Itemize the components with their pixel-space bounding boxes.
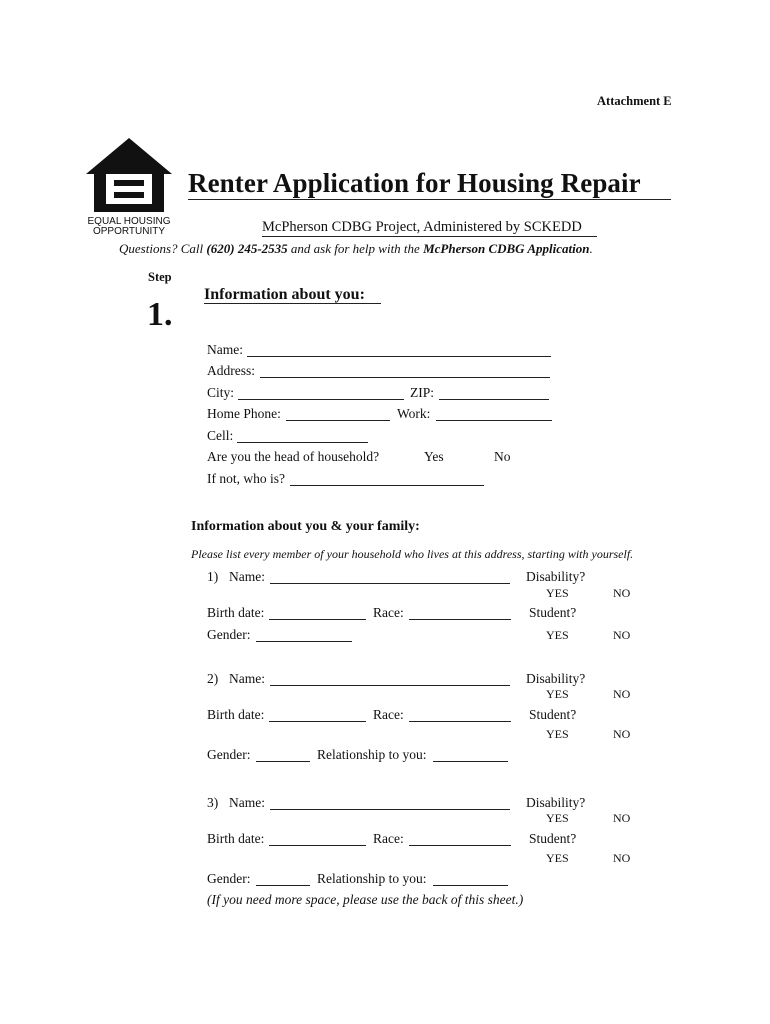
member-2-disability-yes[interactable]: YES bbox=[546, 687, 569, 701]
member-2-name-field[interactable] bbox=[270, 685, 510, 686]
member-3-number: 3) bbox=[207, 795, 219, 810]
member-3-birth-field[interactable] bbox=[269, 845, 366, 846]
member-2-number: 2) bbox=[207, 671, 219, 686]
member-1-name-field[interactable] bbox=[270, 583, 510, 584]
member-3-name-field[interactable] bbox=[270, 809, 510, 810]
head-no-option[interactable]: No bbox=[494, 449, 511, 464]
page-title: Renter Application for Housing Repair bbox=[188, 168, 641, 198]
member-3-disability-yes[interactable]: YES bbox=[546, 811, 569, 825]
member-3-race-label: Race: bbox=[373, 831, 404, 846]
head-of-household-field[interactable] bbox=[290, 485, 484, 486]
step-label: Step bbox=[148, 270, 172, 284]
member-2-relationship-field[interactable] bbox=[433, 761, 508, 762]
member-2-birth-field[interactable] bbox=[269, 721, 366, 722]
house-icon bbox=[84, 136, 174, 236]
questions-middle: and ask for help with the bbox=[287, 241, 424, 256]
member-2-race-label: Race: bbox=[373, 707, 404, 722]
member-2-race-field[interactable] bbox=[409, 721, 511, 722]
member-1-birth-field[interactable] bbox=[269, 619, 366, 620]
head-yes-option[interactable]: Yes bbox=[424, 449, 444, 464]
member-3-student-label: Student? bbox=[529, 831, 577, 846]
family-instructions: Please list every member of your household who lives at this address, starting with yourself. bbox=[191, 547, 634, 561]
member-2-gender-field[interactable] bbox=[256, 761, 310, 762]
logo-text-2: OPPORTUNITY bbox=[92, 226, 166, 236]
member-3-relationship-field[interactable] bbox=[433, 885, 508, 886]
title-underline bbox=[188, 199, 671, 200]
page-subtitle: McPherson CDBG Project, Administered by SCKEDD bbox=[262, 219, 582, 235]
address-field[interactable] bbox=[260, 377, 550, 378]
member-2-gender-label: Gender: bbox=[207, 747, 251, 762]
member-3-name-label: Name: bbox=[229, 795, 265, 810]
name-label: Name: bbox=[207, 342, 243, 357]
member-1-birth-label: Birth date: bbox=[207, 605, 265, 620]
logo-text-1: EQUAL HOUSING bbox=[87, 216, 171, 227]
zip-label: ZIP: bbox=[410, 385, 435, 400]
member-2-relationship-label: Relationship to you: bbox=[317, 747, 427, 762]
city-field[interactable] bbox=[238, 399, 404, 400]
zip-field[interactable] bbox=[439, 399, 549, 400]
member-1-name-label: Name: bbox=[229, 569, 265, 584]
member-2-disability-no[interactable]: NO bbox=[613, 687, 631, 701]
member-3-student-yes[interactable]: YES bbox=[546, 851, 569, 865]
step-number: 1. bbox=[147, 296, 173, 333]
member-1-disability-label: Disability? bbox=[526, 569, 586, 584]
section-heading-family: Information about you & your family: bbox=[191, 519, 420, 534]
member-1-student-label: Student? bbox=[529, 605, 577, 620]
member-3-student-no[interactable]: NO bbox=[613, 851, 631, 865]
if-not-label: If not, who is? bbox=[207, 471, 285, 486]
work-phone-field[interactable] bbox=[436, 420, 552, 421]
member-3-disability-no[interactable]: NO bbox=[613, 811, 631, 825]
address-label: Address: bbox=[207, 363, 255, 378]
member-3-gender-label: Gender: bbox=[207, 871, 251, 886]
member-1-race-field[interactable] bbox=[409, 619, 511, 620]
subtitle-underline bbox=[262, 236, 597, 237]
questions-app: McPherson CDBG Application bbox=[423, 241, 590, 256]
questions-suffix: . bbox=[589, 241, 593, 256]
member-3-relationship-label: Relationship to you: bbox=[317, 871, 427, 886]
member-2-disability-label: Disability? bbox=[526, 671, 586, 686]
member-2-birth-label: Birth date: bbox=[207, 707, 265, 722]
member-1-gender-field[interactable] bbox=[256, 641, 352, 642]
member-2-student-no[interactable]: NO bbox=[613, 727, 631, 741]
home-phone-field[interactable] bbox=[286, 420, 390, 421]
city-label: City: bbox=[207, 385, 235, 400]
member-3-disability-label: Disability? bbox=[526, 795, 586, 810]
section-heading-about-you: Information about you: bbox=[204, 286, 365, 303]
questions-prefix: Questions? Call bbox=[119, 241, 207, 256]
section-heading-underline bbox=[204, 303, 381, 304]
cell-label: Cell: bbox=[207, 428, 234, 443]
head-of-household-question: Are you the head of household? bbox=[207, 449, 380, 464]
member-1-gender-label: Gender: bbox=[207, 627, 251, 642]
name-field[interactable] bbox=[247, 356, 551, 357]
more-space-note: (If you need more space, please use the back of this sheet.) bbox=[207, 892, 524, 907]
member-1-disability-no[interactable]: NO bbox=[613, 586, 631, 600]
member-3-race-field[interactable] bbox=[409, 845, 511, 846]
member-1-disability-yes[interactable]: YES bbox=[546, 586, 569, 600]
member-2-student-yes[interactable]: YES bbox=[546, 727, 569, 741]
member-1-student-yes[interactable]: YES bbox=[546, 628, 569, 642]
equal-housing-logo bbox=[84, 136, 174, 236]
member-2-student-label: Student? bbox=[529, 707, 577, 722]
home-phone-label: Home Phone: bbox=[207, 406, 281, 421]
member-1-number: 1) bbox=[207, 569, 219, 584]
member-3-gender-field[interactable] bbox=[256, 885, 310, 886]
member-1-race-label: Race: bbox=[373, 605, 404, 620]
member-3-birth-label: Birth date: bbox=[207, 831, 265, 846]
cell-field[interactable] bbox=[237, 442, 368, 443]
questions-line bbox=[119, 241, 593, 257]
work-phone-label: Work: bbox=[397, 406, 431, 421]
questions-phone: (620) 245-2535 bbox=[206, 241, 288, 256]
member-1-student-no[interactable]: NO bbox=[613, 628, 631, 642]
member-2-name-label: Name: bbox=[229, 671, 265, 686]
attachment-label: Attachment E bbox=[597, 94, 672, 108]
